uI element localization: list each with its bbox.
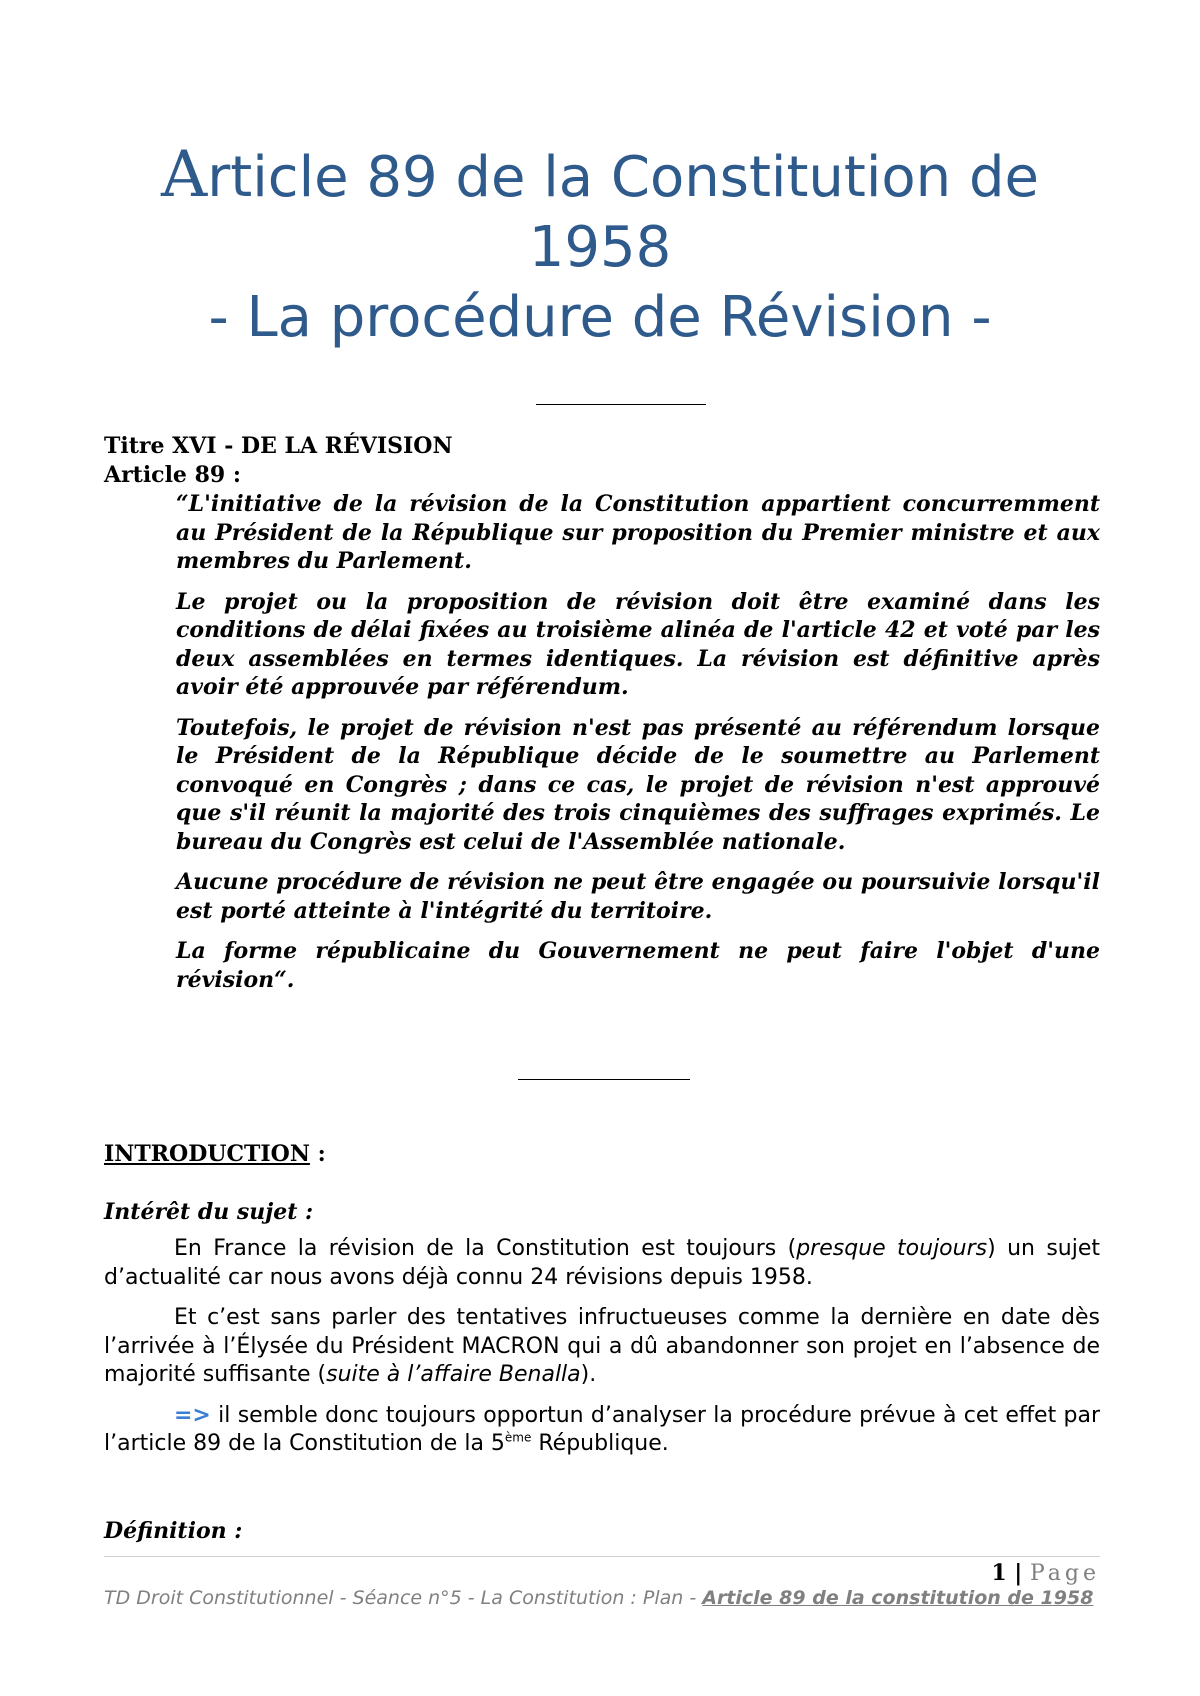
introduction-heading-text: INTRODUCTION (104, 1141, 310, 1167)
separator-rule-top (536, 404, 706, 405)
introduction-section (104, 1140, 1100, 1471)
page-number (991, 1560, 1100, 1586)
article-paragraph: La forme républicaine du Gouvernement ne peut faire l'objet d'une révision“. (176, 938, 1100, 993)
article-paragraph: Toutefois, le projet de révision n'est pas présenté au référendum lorsque le Président de la République décide de le soumettre au Parlement convoqué en Congrès ; dans ce cas, le projet de révision n'est approuvé que s'il réunit la majorité des trois cinquièmes des suffrages exprimés. Le bureau du Congrès est celui de l'Assemblée nationale. (176, 714, 1100, 855)
arrow-icon: => (174, 1402, 211, 1428)
document-title (100, 140, 1100, 353)
text-emphasis: presque toujours (796, 1236, 988, 1261)
text-run: ) un sujet d’actualité car nous avons déjà connu 24 révisions depuis 1958. (104, 1236, 1101, 1290)
article-label: Article 89 : (104, 462, 241, 488)
text-run: il semble donc toujours opportun d’analyser la procédure prévue à cet effet par l’article 89 de la Constitution de la 5 (104, 1402, 1100, 1456)
article-quote (176, 490, 1100, 1006)
page-separator: | (1006, 1560, 1030, 1586)
definition-heading: Définition : (104, 1518, 243, 1544)
superscript: ème (504, 1430, 532, 1445)
titre-heading: Titre XVI - DE LA RÉVISION (104, 433, 453, 459)
footer-caption: TD Droit Constitutionnel - Séance n°5 - La Constitution : Plan - (104, 1587, 703, 1609)
article-paragraph: Le projet ou la proposition de révision doit être examiné dans les conditions de délai fixées au troisième alinéa de l'article 42 et voté par les deux assemblées en termes identiques. La révision est définitive après avoir été approuvée par référendum. (176, 588, 1100, 700)
title-drop-cap: A (161, 138, 208, 212)
separator-rule-bottom (518, 1079, 690, 1080)
footer-divider (104, 1556, 1100, 1557)
title-line-1 (100, 140, 1100, 213)
footer-link[interactable]: Article 89 de la constitution de 1958 (702, 1587, 1094, 1609)
text-run: République. (531, 1431, 669, 1456)
intro-paragraph-3 (104, 1402, 1100, 1459)
article-paragraph: Aucune procédure de révision ne peut être engagée ou poursuivie lorsqu'il est porté atteinte à l'intégrité du territoire. (176, 869, 1100, 924)
intro-paragraph-1 (104, 1235, 1100, 1292)
text-run: ). (580, 1362, 597, 1387)
text-run: En France la révision de la Constitution est toujours ( (174, 1236, 797, 1261)
title-line-3: - La procédure de Révision - (208, 285, 992, 350)
intro-paragraph-2 (104, 1304, 1100, 1390)
article-header (104, 432, 453, 490)
text-run: Et c’est sans parler des tentatives infructueuses comme la dernière en date dès l’arrivée à l’Élysée du Président MACRON qui a dû abandonner son projet en l’absence de majorité suffisante ( (104, 1305, 1100, 1387)
page-label: Page (1029, 1561, 1100, 1586)
title-line-2: 1958 (528, 215, 672, 280)
page-number-value: 1 (991, 1560, 1007, 1586)
article-paragraph: “L'initiative de la révision de la Constitution appartient concurremment au Président de la République sur proposition du Premier ministre et aux membres du Parlement. (176, 491, 1100, 574)
text-emphasis: suite à l’affaire Benalla (326, 1362, 581, 1387)
introduction-heading (104, 1140, 1100, 1169)
interet-heading: Intérêt du sujet : (104, 1199, 314, 1225)
introduction-heading-colon: : (309, 1141, 326, 1167)
footer-text (104, 1586, 1100, 1611)
title-line-1-text: rticle 89 de la Constitution de (207, 145, 1039, 210)
